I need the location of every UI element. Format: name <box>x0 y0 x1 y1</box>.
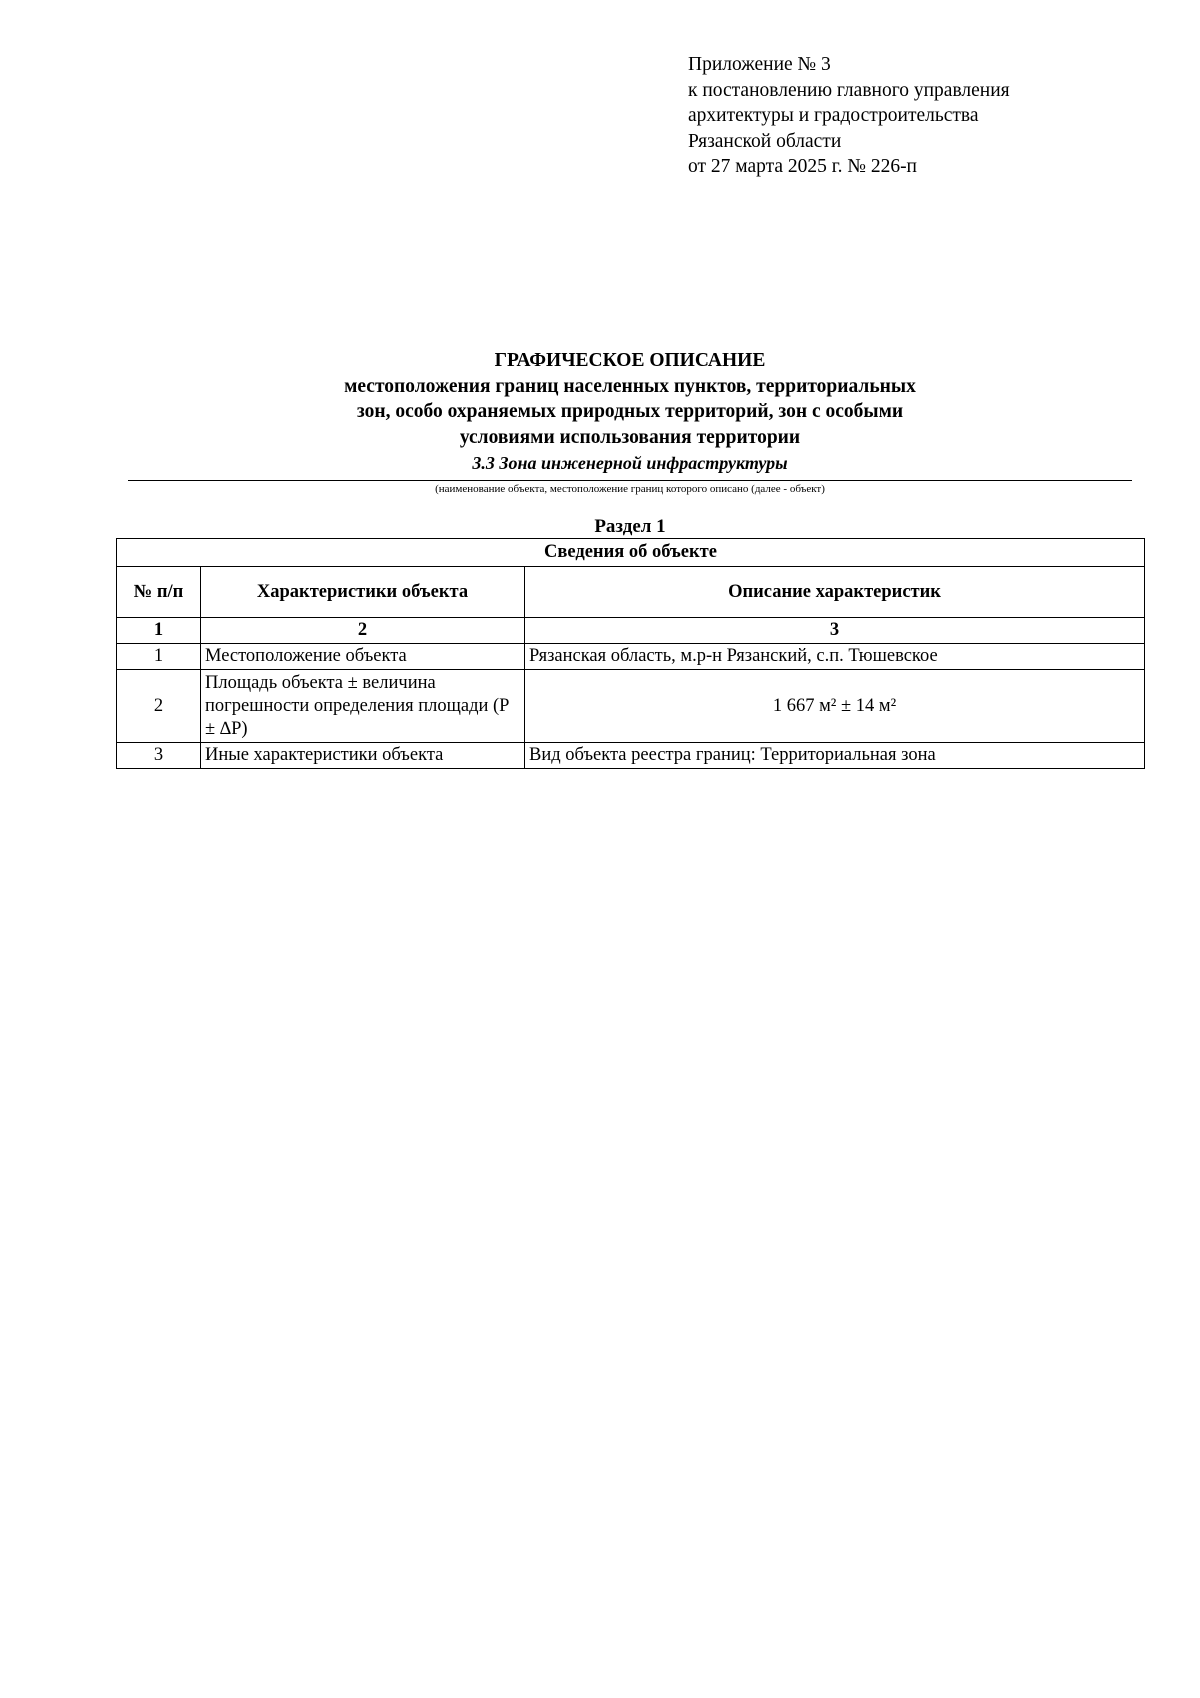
header-description: Описание характеристик <box>525 567 1145 618</box>
table-caption: Сведения об объекте <box>117 539 1145 567</box>
row-characteristic: Площадь объекта ± величина погрешности определения площади (Р ± ∆Р) <box>201 670 525 743</box>
document-title <box>128 348 1132 474</box>
table-row <box>117 670 1145 743</box>
row-description: 1 667 м² ± 14 м² <box>525 670 1145 743</box>
object-name: 3.3 Зона инженерной инфраструктуры <box>472 453 788 473</box>
row-description: Рязанская область, м.р-н Рязанский, с.п. Тюшевское <box>525 644 1145 670</box>
approval-block <box>688 52 1158 180</box>
title-sub-line: условиями использования территории <box>459 426 801 448</box>
approval-line: от 27 марта 2025 г. № 226-п <box>688 156 917 177</box>
title-sub-line: зон, особо охраняемых природных территорий, зон с особыми <box>356 401 904 422</box>
table-caption-row <box>117 539 1145 567</box>
object-name-underline <box>128 480 1132 481</box>
approval-line: к постановлению главного управления <box>688 79 1010 101</box>
title-sub-line: местоположения границ населенных пунктов, территориальных <box>344 375 916 397</box>
table-header-row <box>117 567 1145 618</box>
row-num: 3 <box>117 743 201 769</box>
column-index-row <box>117 618 1145 644</box>
object-info-table <box>116 538 1145 769</box>
approval-line: Приложение № 3 <box>688 54 831 75</box>
row-num: 2 <box>117 670 201 743</box>
approval-line: Рязанской области <box>688 130 842 152</box>
approval-line: архитектуры и градостроительства <box>688 105 979 126</box>
row-characteristic: Иные характеристики объекта <box>201 743 525 769</box>
column-index: 1 <box>117 618 201 644</box>
title-main: ГРАФИЧЕСКОЕ ОПИСАНИЕ <box>494 350 766 371</box>
table-row <box>117 743 1145 769</box>
column-index: 3 <box>525 618 1145 644</box>
row-description: Вид объекта реестра границ: Территориальная зона <box>525 743 1145 769</box>
header-characteristics: Характеристики объекта <box>201 567 525 618</box>
object-caption: (наименование объекта, местоположение границ которого описано (далее - объект) <box>435 483 825 495</box>
row-characteristic: Местоположение объекта <box>201 644 525 670</box>
table-row <box>117 644 1145 670</box>
column-index: 2 <box>201 618 525 644</box>
section-title: Раздел 1 <box>594 516 666 537</box>
row-num: 1 <box>117 644 201 670</box>
header-num: № п/п <box>117 567 201 618</box>
